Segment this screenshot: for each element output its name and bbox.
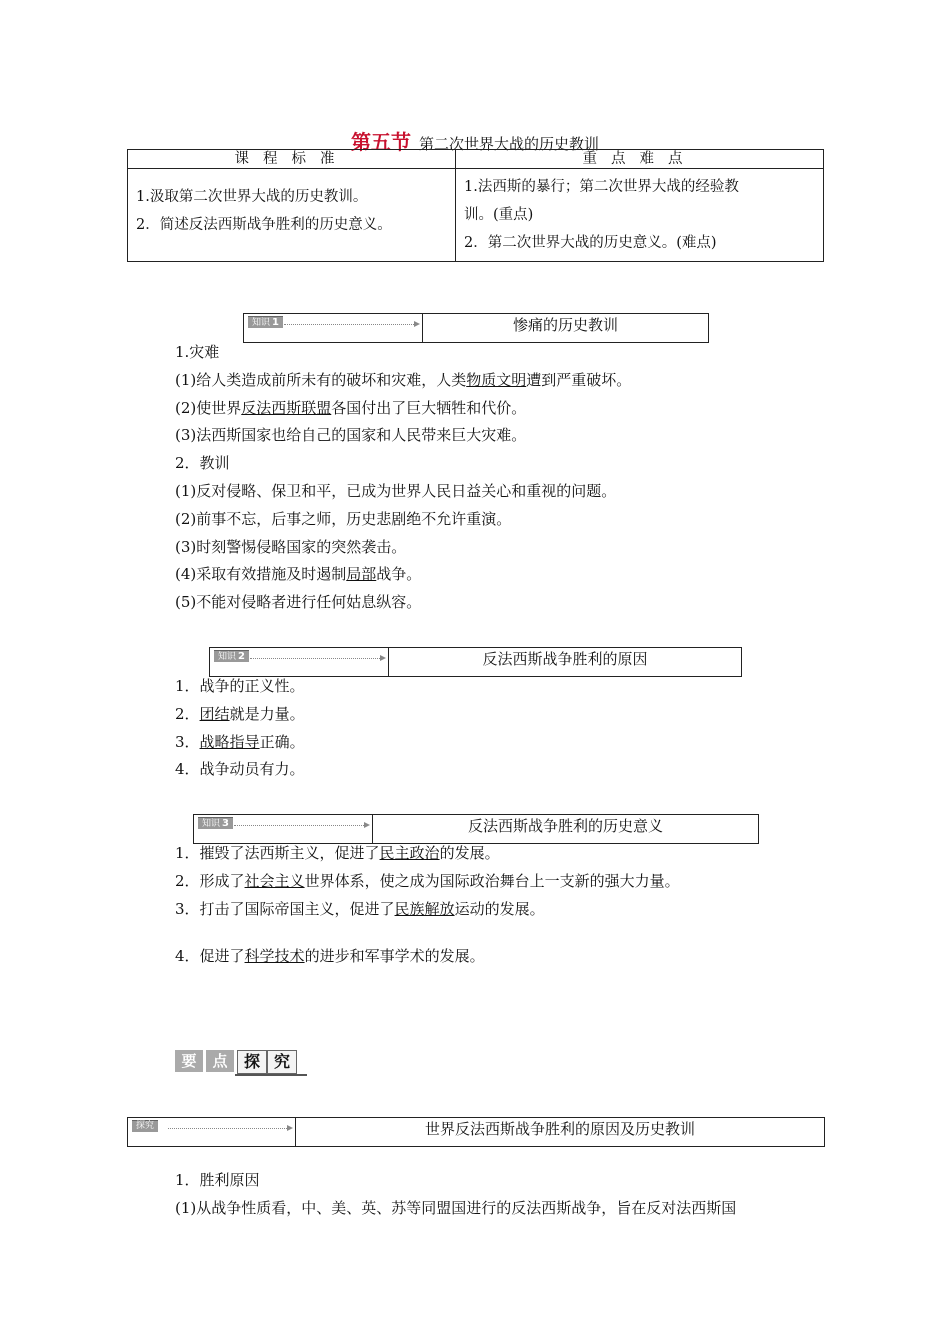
section-tag [244, 314, 423, 342]
subheading: 2．教训 [175, 454, 230, 473]
arrow-icon [234, 825, 364, 826]
key-points-banner: 要 点 探 究 [175, 1050, 307, 1076]
list-item: 4．战争动员有力。 [175, 760, 305, 779]
section-title: 世界反法西斯战争胜利的原因及历史教训 [424, 1120, 695, 1138]
list-item: 2．形成了社会主义世界体系，使之成为国际政治舞台上一支新的强大力量。 [175, 871, 680, 890]
section-title: 惨痛的历史教训 [512, 316, 618, 334]
list-item: (2)前事不忘，后事之师，历史悲剧绝不允许重演。 [175, 509, 512, 528]
explore-badge: 探究 [132, 1120, 158, 1132]
list-item: (1)给人类造成前所未有的破坏和灾难，人类物质文明遭到严重破坏。 [175, 370, 632, 389]
section-3-content [175, 840, 835, 923]
section-number: 第五节 [350, 130, 411, 154]
list-item: 3．战略指导正确。 [175, 732, 305, 751]
section-tag [128, 1118, 296, 1146]
list-item: (4)采取有效措施及时遏制局部战争。 [175, 565, 422, 584]
knowledge-badge: 知识 2 [214, 650, 249, 662]
explore-content [175, 1167, 835, 1223]
list-item: (5)不能对侵略者进行任何姑息纵容。 [175, 593, 422, 612]
section-title: 第二次世界大战的历史教训 [418, 135, 599, 153]
list-item: (1)反对侵略、保卫和平，已成为世界人民日益关心和重视的问题。 [175, 481, 617, 500]
section-title: 反法西斯战争胜利的原因 [482, 650, 648, 668]
list-item: 1．战争的正义性。 [175, 677, 305, 695]
arrow-icon [168, 1128, 287, 1129]
list-item: 2．团结就是力量。 [175, 704, 305, 723]
arrow-icon [284, 324, 414, 325]
knowledge-badge: 知识 3 [198, 817, 233, 829]
subheading: 1.灾难 [175, 343, 220, 361]
subheading: 1．胜利原因 [175, 1171, 260, 1189]
section-tag [210, 648, 389, 676]
arrow-icon [250, 658, 380, 659]
paragraph: (1)从战争性质看，中、美、英、苏等同盟国进行的反法西斯战争，旨在反对法西斯国 [175, 1198, 737, 1217]
list-item: (3)时刻警惕侵略国家的突然袭击。 [175, 537, 407, 556]
section-2-content [175, 673, 835, 784]
section-3-content-extra [175, 943, 835, 971]
keypoints-header: 重点难点 [456, 150, 824, 169]
standards-header: 课程标准 [128, 150, 456, 169]
section-1-content [175, 339, 835, 617]
keypoints-cell: 1.法西斯的暴行；第二次世界大战的经验教 训。(重点) 2．第二次世界大战的历史意义。(难点) [456, 169, 824, 262]
explore-header [127, 1117, 825, 1147]
list-item: 3．打击了国际帝国主义，促进了民族解放运动的发展。 [175, 899, 545, 918]
standards-cell: 1.汲取第二次世界大战的历史教训。 2．简述反法西斯战争胜利的历史意义。 [128, 169, 456, 262]
list-item: (3)法西斯国家也给自己的国家和人民带来巨大灾难。 [175, 426, 527, 445]
section-title: 反法西斯战争胜利的历史意义 [467, 817, 663, 835]
knowledge-badge: 知识 1 [248, 316, 283, 328]
list-item: (2)使世界反法西斯联盟各国付出了巨大牺牲和代价。 [175, 398, 527, 417]
standards-table [127, 149, 824, 262]
list-item: 1．摧毁了法西斯主义，促进了民主政治的发展。 [175, 844, 500, 862]
section-tag [194, 815, 373, 843]
list-item: 4．促进了科学技术的进步和军事学术的发展。 [175, 947, 485, 965]
